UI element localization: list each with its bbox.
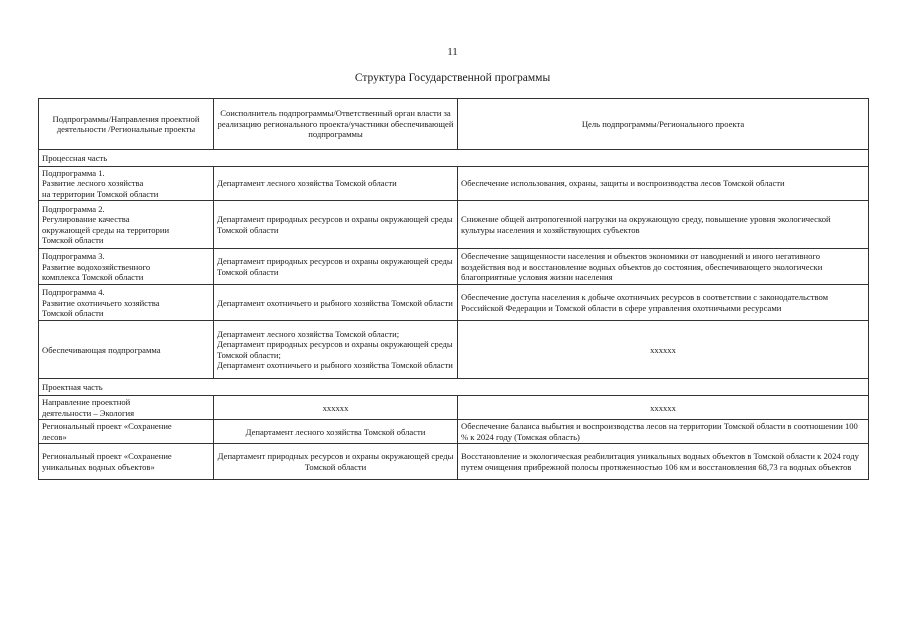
table-row	[39, 396, 869, 420]
row-goal: Обеспечение баланса выбытия и воспроизводства лесов на территории Томской области в соотношении 100 % к 2024 году (Томская область)	[458, 420, 869, 444]
row-name: Подпрограмма 3. Развитие водохозяйственного комплекса Томской области	[39, 249, 214, 285]
section-process-label: Процессная часть	[39, 150, 869, 167]
header-subprograms: Подпрограммы/Направления проектной деятельности /Региональные проекты	[39, 99, 214, 150]
row-name: Обеспечивающая подпрограмма	[39, 321, 214, 379]
section-row-process	[39, 150, 869, 167]
row-executor: Департамент природных ресурсов и охраны окружающей среды Томской области	[214, 444, 458, 480]
row-executor: Департамент лесного хозяйства Томской области	[214, 420, 458, 444]
section-project-label: Проектная часть	[39, 379, 869, 396]
table-row	[39, 285, 869, 321]
program-structure-table	[38, 98, 869, 480]
row-executor: Департамент природных ресурсов и охраны окружающей среды Томской области	[214, 249, 458, 285]
row-executor: хххххх	[214, 396, 458, 420]
table-row	[39, 444, 869, 480]
row-name: Подпрограмма 2. Регулирование качества окружающей среды на территории Томской области	[39, 201, 214, 249]
row-executor: Департамент охотничьего и рыбного хозяйства Томской области	[214, 285, 458, 321]
row-name: Региональный проект «Сохранение лесов»	[39, 420, 214, 444]
header-goal: Цель подпрограммы/Регионального проекта	[458, 99, 869, 150]
row-goal: Обеспечение защищенности населения и объектов экономики от наводнений и иного негативного воздействия вод и восстановление водных объектов до состояния, обеспечивающего экологически благоприятные условия жизни населения	[458, 249, 869, 285]
table-row	[39, 249, 869, 285]
row-goal: Обеспечение доступа населения к добыче охотничьих ресурсов в соответствии с законодательством Российской Федерации и Томской области в сфере управления охотничьими ресурсами	[458, 285, 869, 321]
page-number: 11	[447, 46, 458, 58]
row-name: Подпрограмма 4. Развитие охотничьего хозяйства Томской области	[39, 285, 214, 321]
row-name: Подпрограмма 1. Развитие лесного хозяйства на территории Томской области	[39, 167, 214, 201]
row-executor: Департамент лесного хозяйства Томской области	[214, 167, 458, 201]
row-name: Направление проектной деятельности – Экология	[39, 396, 214, 420]
row-name: Региональный проект «Сохранение уникальных водных объектов»	[39, 444, 214, 480]
table-row	[39, 167, 869, 201]
row-goal: Восстановление и экологическая реабилитация уникальных водных объектов в Томской области к 2024 году путем очищения прибрежной полосы протяженностью 106 км и восстановления 68,73 га водных объектов	[458, 444, 869, 480]
row-goal: хххххх	[458, 321, 869, 379]
section-row-project	[39, 379, 869, 396]
header-executor: Соисполнитель подпрограммы/Ответственный орган власти за реализацию регионального проекта/участники обеспечивающей подпрограммы	[214, 99, 458, 150]
row-executor: Департамент лесного хозяйства Томской области; Департамент природных ресурсов и охраны окружающей среды Томской области; Департамент охотничьего и рыбного хозяйства Томской области	[214, 321, 458, 379]
table-header-row	[39, 99, 869, 150]
table-row	[39, 321, 869, 379]
table-row	[39, 420, 869, 444]
row-goal: Обеспечение использования, охраны, защиты и воспроизводства лесов Томской области	[458, 167, 869, 201]
row-goal: Снижение общей антропогенной нагрузки на окружающую среду, повышение уровня экологической культуры населения и хозяйствующих субъектов	[458, 201, 869, 249]
document-title: Структура Государственной программы	[354, 72, 551, 84]
table-row	[39, 201, 869, 249]
row-executor: Департамент природных ресурсов и охраны окружающей среды Томской области	[214, 201, 458, 249]
row-goal: хххххх	[458, 396, 869, 420]
